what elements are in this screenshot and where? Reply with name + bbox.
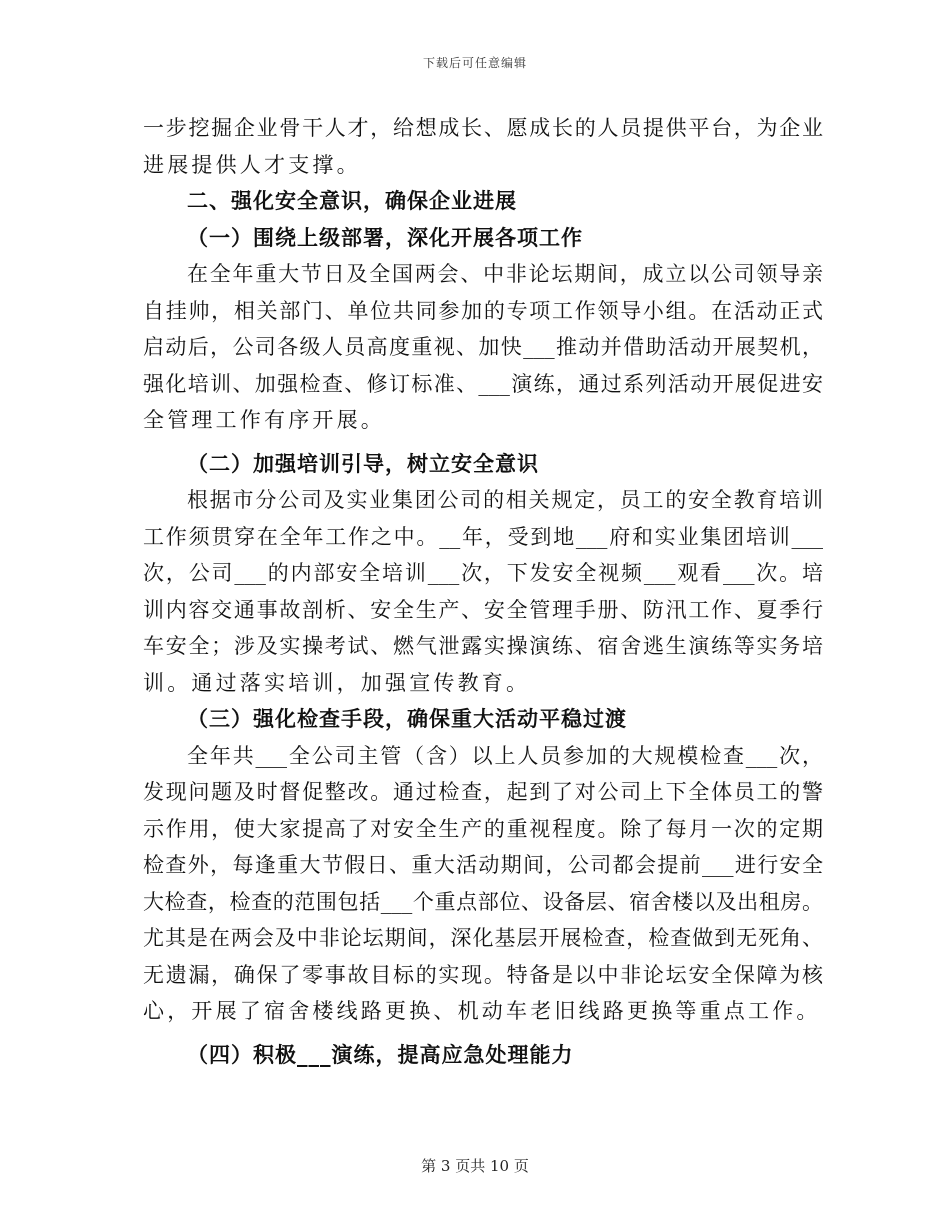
subsection-heading-3: （三）强化检查手段，确保重大活动平稳过渡 bbox=[187, 706, 627, 731]
text-line: 无遗漏，确保了零事故目标的实现。特备是以中非论坛安全保障为核 bbox=[143, 962, 823, 987]
text-line: 强化培训、加强检查、修订标准、___演练，通过系列活动开展促进安 bbox=[143, 371, 823, 396]
intro-paragraph bbox=[143, 110, 823, 183]
text-line: 一步挖掘企业骨干人才，给想成长、愿成长的人员提供平台，为企业 bbox=[143, 116, 823, 140]
paragraph-3 bbox=[143, 738, 823, 1030]
section-heading: 二、强化安全意识，确保企业进展 bbox=[187, 188, 517, 213]
text-line: 检查外，每逢重大节假日、重大活动期间，公司都会提前___进行安全 bbox=[143, 853, 823, 877]
text-line: 自挂帅，相关部门、单位共同参加的专项工作领导小组。在活动正式 bbox=[143, 298, 823, 323]
text-line: 车安全；涉及实操考试、燃气泄露实操演练、宿舍逃生演练等实务培 bbox=[143, 634, 823, 658]
text-line: 全年共___全公司主管（含）以上人员参加的大规模检查___次， bbox=[187, 743, 823, 768]
text-line: 心，开展了宿舍楼线路更换、机动车老旧线路更换等重点工作。 bbox=[143, 999, 821, 1023]
subsection-heading-1: （一）围绕上级部署，深化开展各项工作 bbox=[187, 224, 583, 250]
text-line: 训内容交通事故剖析、安全生产、安全管理手册、防汛工作、夏季行 bbox=[143, 597, 823, 622]
subsection-heading-2: （二）加强培训引导，树立安全意识 bbox=[187, 450, 539, 476]
text-line: 工作须贯穿在全年工作之中。__年，受到地___府和实业集团培训___ bbox=[143, 524, 823, 549]
text-line: 训。通过落实培训，加强宣传教育。 bbox=[143, 670, 531, 695]
text-line: 发现问题及时督促整改。通过检查，起到了对公司上下全体员工的警 bbox=[143, 780, 823, 804]
text-line: 全管理工作有序开展。 bbox=[143, 408, 385, 432]
page-header: 下载后可任意编辑 bbox=[422, 56, 527, 70]
text-line: 尤其是在两会及中非论坛期间，深化基层开展检查，检查做到无死角、 bbox=[143, 926, 823, 950]
text-line: 进展提供人才支撑。 bbox=[143, 152, 361, 177]
document-body bbox=[143, 110, 823, 1073]
page-footer: 第 3 页共 10 页 bbox=[421, 1157, 529, 1175]
paragraph-1 bbox=[143, 256, 823, 439]
paragraph-2 bbox=[143, 482, 823, 701]
text-line: 次，公司___的内部安全培训___次，下发安全视频___观看___次。培 bbox=[143, 561, 823, 585]
text-line: 在全年重大节日及全国两会、中非论坛期间，成立以公司领导亲 bbox=[187, 262, 823, 286]
subsection-heading-4: （四）积极___演练，提高应急处理能力 bbox=[187, 1041, 574, 1067]
text-line: 示作用，使大家提高了对安全生产的重视程度。除了每月一次的定期 bbox=[143, 816, 823, 841]
text-line: 大检查，检查的范围包括___个重点部位、设备层、宿舍楼以及出租房。 bbox=[143, 889, 823, 914]
text-line: 启动后，公司各级人员高度重视、加快___推动并借助活动开展契机， bbox=[143, 335, 823, 359]
text-line: 根据市分公司及实业集团公司的相关规定，员工的安全教育培训 bbox=[187, 488, 823, 512]
